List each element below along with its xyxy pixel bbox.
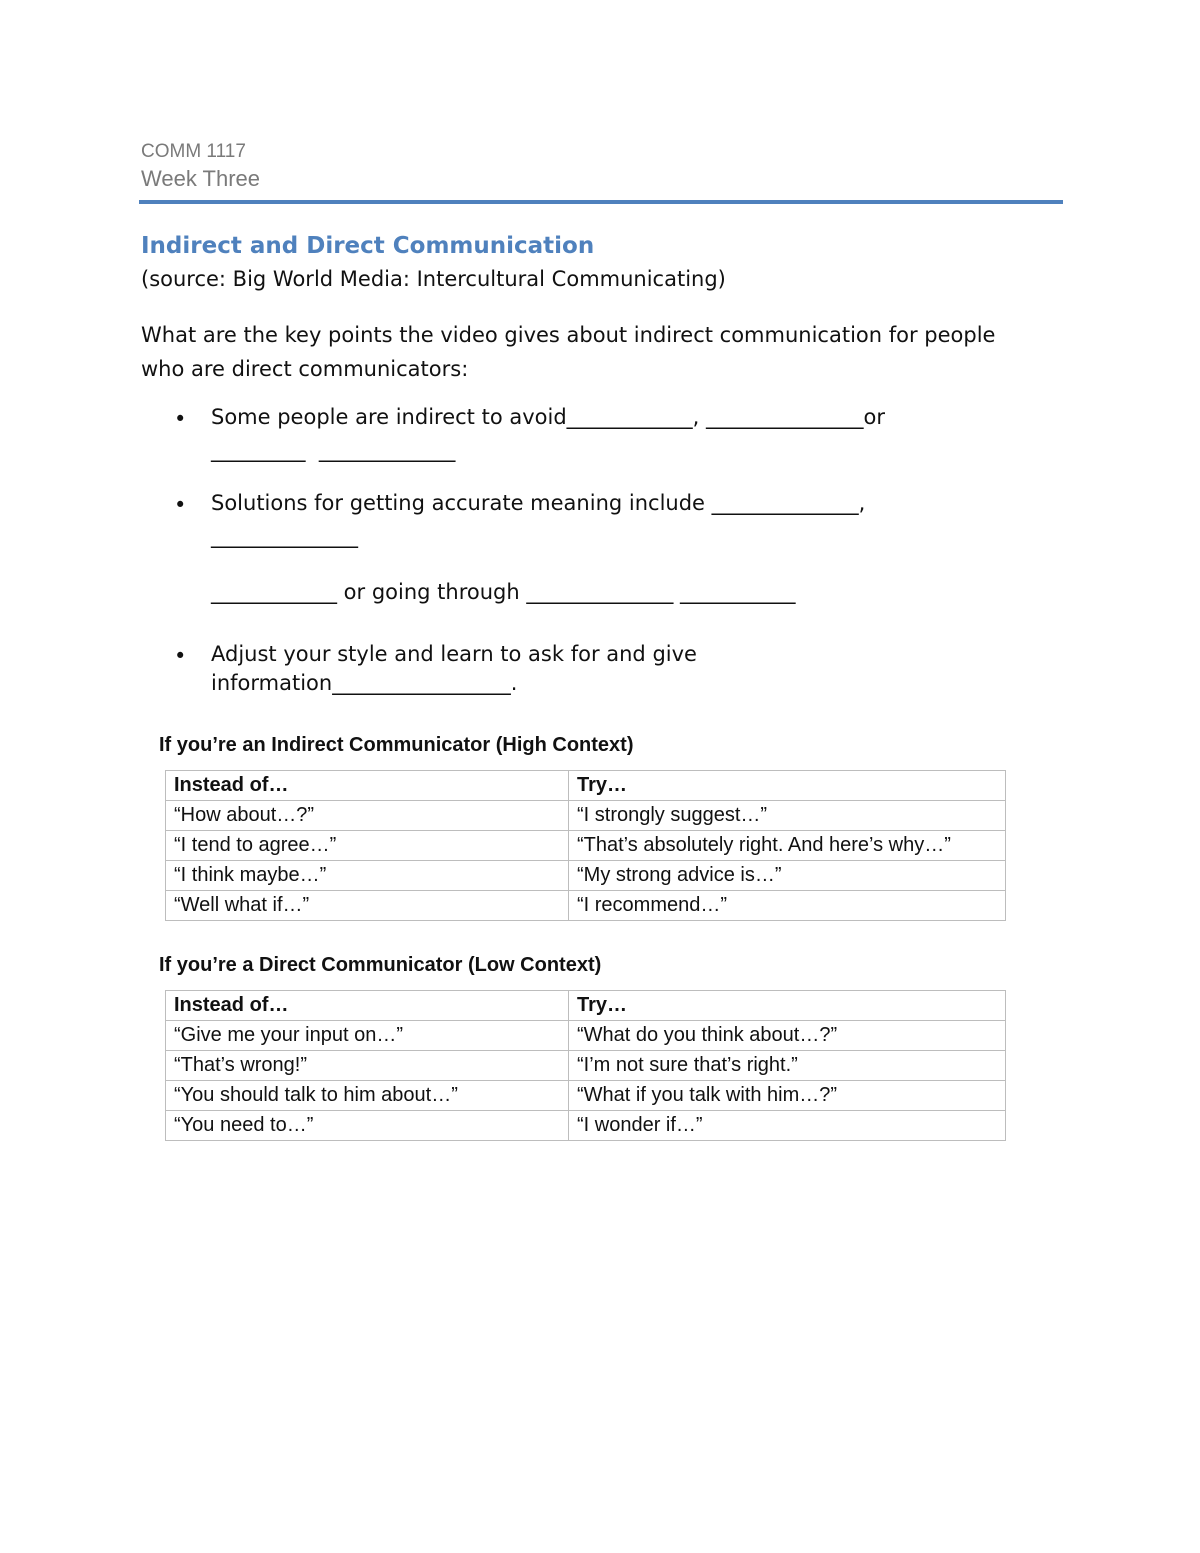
table-row	[166, 1021, 1006, 1051]
bullet-icon: •	[174, 407, 187, 431]
direct-communicator-table	[165, 990, 1006, 1141]
question-text: What are the key points the video gives about indirect communication for people who are direct communicators:	[141, 323, 996, 381]
bullet-icon: •	[174, 493, 187, 517]
table-row	[166, 831, 1006, 861]
table-row	[166, 801, 1006, 831]
table-cell: “How about…?”	[166, 801, 569, 831]
bullet-2-line-2: ______________	[211, 524, 358, 548]
bullet-3-line-1: Adjust your style and learn to ask for and give	[211, 642, 697, 666]
table-row	[166, 1111, 1006, 1141]
source-line: (source: Big World Media: Intercultural Communicating)	[141, 267, 726, 291]
table-cell: “Well what if…”	[166, 891, 569, 921]
table-row	[166, 891, 1006, 921]
indirect-communicator-table	[165, 770, 1006, 921]
column-header-instead-of: Instead of…	[166, 991, 569, 1021]
table-cell: “That’s absolutely right. And here’s why…”	[569, 831, 1006, 861]
table-cell: “I recommend…”	[569, 891, 1006, 921]
table-header-row	[166, 991, 1006, 1021]
table-cell: “I wonder if…”	[569, 1111, 1006, 1141]
table-cell: “What do you think about…?”	[569, 1021, 1006, 1051]
column-header-try: Try…	[569, 771, 1006, 801]
table-cell: “Give me your input on…”	[166, 1021, 569, 1051]
table-cell: “My strong advice is…”	[569, 861, 1006, 891]
section-title: Indirect and Direct Communication	[141, 233, 595, 259]
bullet-icon: •	[174, 644, 187, 668]
table-row	[166, 1051, 1006, 1081]
bullet-2-line-3: ____________ or going through ______________ ___________	[211, 580, 796, 604]
table-row	[166, 1081, 1006, 1111]
table-cell: “I strongly suggest…”	[569, 801, 1006, 831]
bullet-2-line-1: Solutions for getting accurate meaning include ______________,	[211, 491, 866, 515]
table-cell: “What if you talk with him…?”	[569, 1081, 1006, 1111]
course-code: COMM 1117	[141, 141, 246, 162]
table-row	[166, 861, 1006, 891]
bullet-1-line-1: Some people are indirect to avoid____________, _______________or	[211, 405, 885, 429]
table-cell: “You should talk to him about…”	[166, 1081, 569, 1111]
table-cell: “You need to…”	[166, 1111, 569, 1141]
bullet-3-line-2: information_________________.	[211, 671, 518, 695]
header-divider	[139, 200, 1063, 204]
week-label: Week Three	[141, 166, 261, 191]
bullet-1-line-2: _________ _____________	[211, 438, 456, 462]
table-cell: “I’m not sure that’s right.”	[569, 1051, 1006, 1081]
indirect-table-caption: If you’re an Indirect Communicator (High Context)	[159, 734, 634, 756]
table-cell: “That’s wrong!”	[166, 1051, 569, 1081]
direct-table-caption: If you’re a Direct Communicator (Low Context)	[159, 954, 602, 976]
column-header-try: Try…	[569, 991, 1006, 1021]
table-cell: “I think maybe…”	[166, 861, 569, 891]
column-header-instead-of: Instead of…	[166, 771, 569, 801]
table-cell: “I tend to agree…”	[166, 831, 569, 861]
table-header-row	[166, 771, 1006, 801]
